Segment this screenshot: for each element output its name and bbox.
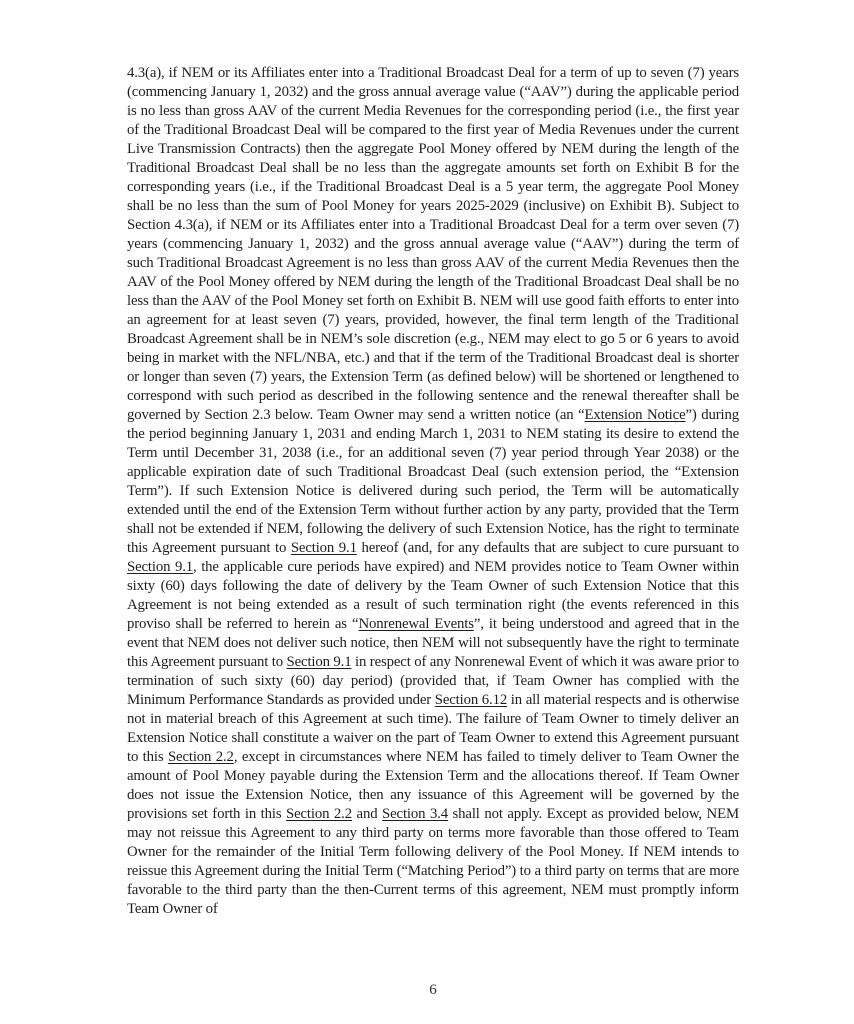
text-run: ”, it being understood and agreed that in the event that NEM does not deliver such notice, then NEM will not subsequently have the right to terminate this Agreement pursuant to xyxy=(127,616,740,670)
underlined-section-reference: Extension Notice xyxy=(584,407,686,423)
text-run: and xyxy=(351,806,383,822)
body-paragraph xyxy=(127,64,739,919)
text-run: , the applicable cure periods have expired) and NEM provides notice to Team Owner within sixty (60) days following the date of delivery by the Team Owner of such Extension Notice that this Agreement is not being extended as a result of such termination right (the events referenced in this proviso shall be referred to herein as “ xyxy=(127,559,740,632)
text-run: shall not apply. Except as provided below, NEM may not reissue this Agreement to any third party on terms more favorable than those offered to Team Owner for the remainder of the Initial Term following delivery of the Pool Money. If NEM intends to reissue this Agreement during the Initial Term (“Matching Period”) to a third party on terms that are more favorable to the third party than the then-Current terms of this agreement, NEM must promptly inform Team Owner of xyxy=(127,806,739,917)
text-run: hereof (and, for any defaults that are subject to cure pursuant to xyxy=(356,540,739,556)
underlined-section-reference: Section 6.12 xyxy=(434,692,508,708)
underlined-section-reference: Nonrenewal Events xyxy=(358,616,474,632)
underlined-section-reference: Section 3.4 xyxy=(382,806,448,822)
text-run: in respect of any Nonrenewal Event of which it was aware prior to termination of such sixty (60) day period) (provided that, if Team Owner has complied with the Minimum Performance Standards as provided under xyxy=(127,654,739,708)
page-number: 6 xyxy=(429,982,437,998)
underlined-section-reference: Section 2.2 xyxy=(167,749,234,765)
underlined-section-reference: Section 2.2 xyxy=(286,806,352,822)
page-content xyxy=(127,64,739,919)
underlined-section-reference: Section 9.1 xyxy=(290,540,357,556)
underlined-section-reference: Section 9.1 xyxy=(286,654,352,670)
text-run: , except in circumstances where NEM has failed to timely deliver to Team Owner the amount of Pool Money payable during the Extension Term and the allocations thereof. If Team Owner does not issue the Extension Notice, then any issuance of this Agreement will be governed by the provisions set forth in this xyxy=(127,749,739,822)
text-run: in all material respects and is otherwise not in material breach of this Agreement at such time). The failure of Team Owner to timely deliver an Extension Notice shall constitute a waiver on the part of Team Owner to extend this Agreement pursuant to this xyxy=(127,692,739,765)
text-run: 4.3(a), if NEM or its Affiliates enter into a Traditional Broadcast Deal for a term of up to seven (7) years (commencing January 1, 2032) and the gross annual average value (“AAV”) during the applicable period is no less than gross AAV of the current Media Revenues for the corresponding period (i.e., the first year of the Traditional Broadcast Deal will be compared to the first year of Media Revenues under the current Live Transmission Contracts) then the aggregate Pool Money offered by NEM during the length of the Traditional Broadcast Deal shall be no less than the aggregate amounts set forth on Exhibit B for the corresponding years (i.e., if the Traditional Broadcast Deal is a 5 year term, the aggregate Pool Money shall be no less than the sum of Pool Money for years 2025-2029 (inclusive) on Exhibit B). Subject to Section 4.3(a), if NEM or its Affiliates enter into a Traditional Broadcast Deal for a term over seven (7) years (commencing January 1, 2032) and the gross annual average value (“AAV”) during the term of such Traditional Broadcast Agreement is no less than gross AAV of the current Media Revenues then the AAV of the Pool Money offered by NEM during the length of the Traditional Broadcast Deal shall be no less than the AAV of the Pool Money set forth on Exhibit B. NEM will use good faith efforts to enter into an agreement for at least seven (7) years, provided, however, the final term length of the Traditional Broadcast Agreement shall be in NEM’s sole discretion (e.g., NEM may elect to go 5 or 6 years to avoid being in market with the NFL/NBA, etc.) and that if the term of the Traditional Broadcast deal is shorter or longer than seven (7) years, the Extension Term (as defined below) will be shortened or lengthened to correspond with such period as described in the following sentence and the renewal thereafter shall be governed by Section 2.3 below. Team Owner may send a written notice (an “ xyxy=(127,65,739,423)
underlined-section-reference: Section 9.1 xyxy=(127,559,194,575)
text-run: ”) during the period beginning January 1, 2031 and ending March 1, 2031 to NEM stating its desire to extend the Term until December 31, 2038 (i.e., for an additional seven (7) year period through Year 2038) or the applicable expiration date of such Traditional Broadcast Deal (such extension period, the “Extension Term”). If such Extension Notice is delivered during such period, the Term will be automatically extended until the end of the Extension Term without further action by any party, provided that the Term shall not be extended if NEM, following the delivery of such Extension Notice, has the right to terminate this Agreement pursuant to xyxy=(127,407,739,556)
